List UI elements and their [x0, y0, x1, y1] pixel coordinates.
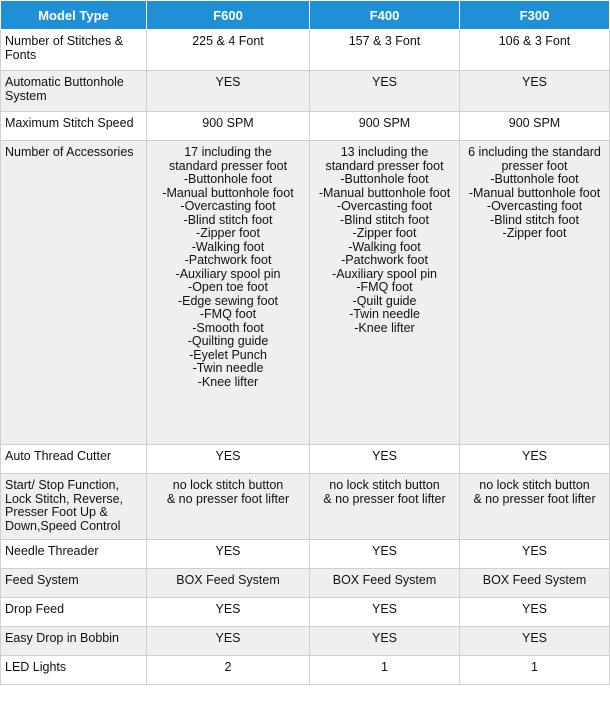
table-row [1, 656, 610, 685]
value-f300: YES [460, 627, 610, 656]
cell-line: -Walking foot [191, 239, 265, 254]
cell-line: -Twin needle [349, 307, 420, 321]
cell-line: 17 including the [184, 145, 272, 159]
cell-line: & no presser foot lifter [323, 491, 446, 506]
cell-line: -Zipper foot [196, 226, 260, 240]
cell-line: -Buttonhole foot [490, 172, 579, 186]
cell-line: standard presser foot [325, 158, 444, 173]
table-row [1, 569, 610, 598]
value-f300: YES [460, 598, 610, 627]
cell-line: -FMQ foot [356, 280, 413, 294]
cell-line: -Overcasting foot [486, 199, 583, 213]
cell-line: -Blind stitch foot [340, 212, 429, 227]
cell-line: & no presser foot lifter [473, 491, 596, 506]
value-f400: YES [310, 71, 460, 112]
cell-line: -Patchwork foot [341, 253, 428, 267]
cell-line: -Eyelet Punch [189, 347, 267, 362]
table-row [1, 540, 610, 569]
header-f400: F400 [310, 1, 460, 30]
cell-line: -Knee lifter [354, 320, 415, 335]
cell-line: -Walking foot [348, 239, 421, 254]
cell-line: -Open toe foot [188, 280, 268, 294]
cell-line: -Buttonhole foot [183, 172, 273, 186]
value-f400: 157 & 3 Font [310, 30, 460, 71]
value-f300 [460, 141, 610, 445]
header-f300: F300 [460, 1, 610, 30]
value-f300: YES [460, 71, 610, 112]
cell-line: -Overcasting foot [180, 199, 276, 213]
value-f400: YES [310, 598, 460, 627]
cell-line: & no presser foot lifter [166, 491, 290, 506]
cell-line: no lock stitch button [329, 478, 440, 492]
feature-label: Maximum Stitch Speed [1, 112, 147, 141]
table-row [1, 141, 610, 445]
cell-line: -Auxiliary spool pin [175, 266, 281, 281]
cell-line: -Patchwork foot [184, 253, 272, 267]
table-row [1, 627, 610, 656]
value-f600: 225 & 4 Font [147, 30, 310, 71]
feature-label: Easy Drop in Bobbin [1, 627, 147, 656]
value-f600 [147, 474, 310, 540]
header-row [1, 1, 610, 30]
value-f600: YES [147, 627, 310, 656]
cell-line: no lock stitch button [172, 478, 284, 492]
value-f400 [310, 474, 460, 540]
cell-line: -Auxiliary spool pin [332, 266, 437, 281]
feature-label: Number of Accessories [1, 141, 147, 445]
cell-line: presser foot [501, 158, 568, 173]
cell-line: -Overcasting foot [336, 199, 433, 213]
table-row [1, 112, 610, 141]
value-f400: YES [310, 627, 460, 656]
cell-line: -Twin needle [192, 361, 264, 375]
cell-line: standard presser foot [168, 158, 288, 173]
feature-label: Auto Thread Cutter [1, 445, 147, 474]
cell-line: -Blind stitch foot [490, 212, 579, 227]
value-f600: 900 SPM [147, 112, 310, 141]
feature-label: Automatic Buttonhole System [1, 71, 147, 112]
value-f400: BOX Feed System [310, 569, 460, 598]
table-row [1, 71, 610, 112]
cell-line: -Quilt guide [352, 293, 417, 308]
value-f600: 2 [147, 656, 310, 685]
value-f400: 1 [310, 656, 460, 685]
cell-line: -Manual buttonhole foot [162, 185, 294, 200]
table-row [1, 445, 610, 474]
cell-line: -Zipper foot [352, 226, 417, 240]
feature-label: Feed System [1, 569, 147, 598]
value-f300: 900 SPM [460, 112, 610, 141]
value-f600: YES [147, 71, 310, 112]
feature-label: LED Lights [1, 656, 147, 685]
value-f300: 1 [460, 656, 610, 685]
value-f600: YES [147, 445, 310, 474]
header-model-type: Model Type [1, 1, 147, 30]
cell-line: no lock stitch button [479, 478, 590, 492]
cell-line: -Edge sewing foot [177, 293, 279, 308]
value-f300: BOX Feed System [460, 569, 610, 598]
header-f600: F600 [147, 1, 310, 30]
table-row [1, 474, 610, 540]
cell-line: -Knee lifter [197, 374, 259, 389]
cell-line: 13 including the [340, 145, 429, 159]
value-f300: YES [460, 540, 610, 569]
value-f300 [460, 474, 610, 540]
value-f400: 900 SPM [310, 112, 460, 141]
cell-line: -Blind stitch foot [183, 212, 273, 227]
value-f400 [310, 141, 460, 445]
value-f600: YES [147, 598, 310, 627]
value-f400: YES [310, 445, 460, 474]
cell-line: -FMQ foot [199, 307, 257, 321]
value-f600: YES [147, 540, 310, 569]
cell-line: -Manual buttonhole foot [318, 185, 451, 200]
cell-line: -Buttonhole foot [340, 172, 429, 186]
value-f300: 106 & 3 Font [460, 30, 610, 71]
feature-label: Drop Feed [1, 598, 147, 627]
cell-line: -Smooth foot [192, 320, 264, 335]
value-f400: YES [310, 540, 460, 569]
value-f300: YES [460, 445, 610, 474]
table-row [1, 30, 610, 71]
feature-label: Number of Stitches & Fonts [1, 30, 147, 71]
table-row [1, 598, 610, 627]
cell-line: -Zipper foot [502, 226, 567, 240]
feature-label: Start/ Stop Function, Lock Stitch, Reverse, Presser Foot Up & Down,Speed Control [1, 474, 147, 540]
cell-line: 6 including the standard [468, 145, 601, 159]
cell-line: -Manual buttonhole foot [468, 185, 601, 200]
value-f600: BOX Feed System [147, 569, 310, 598]
feature-label: Needle Threader [1, 540, 147, 569]
value-f600 [147, 141, 310, 445]
cell-line: -Quilting guide [187, 334, 269, 348]
